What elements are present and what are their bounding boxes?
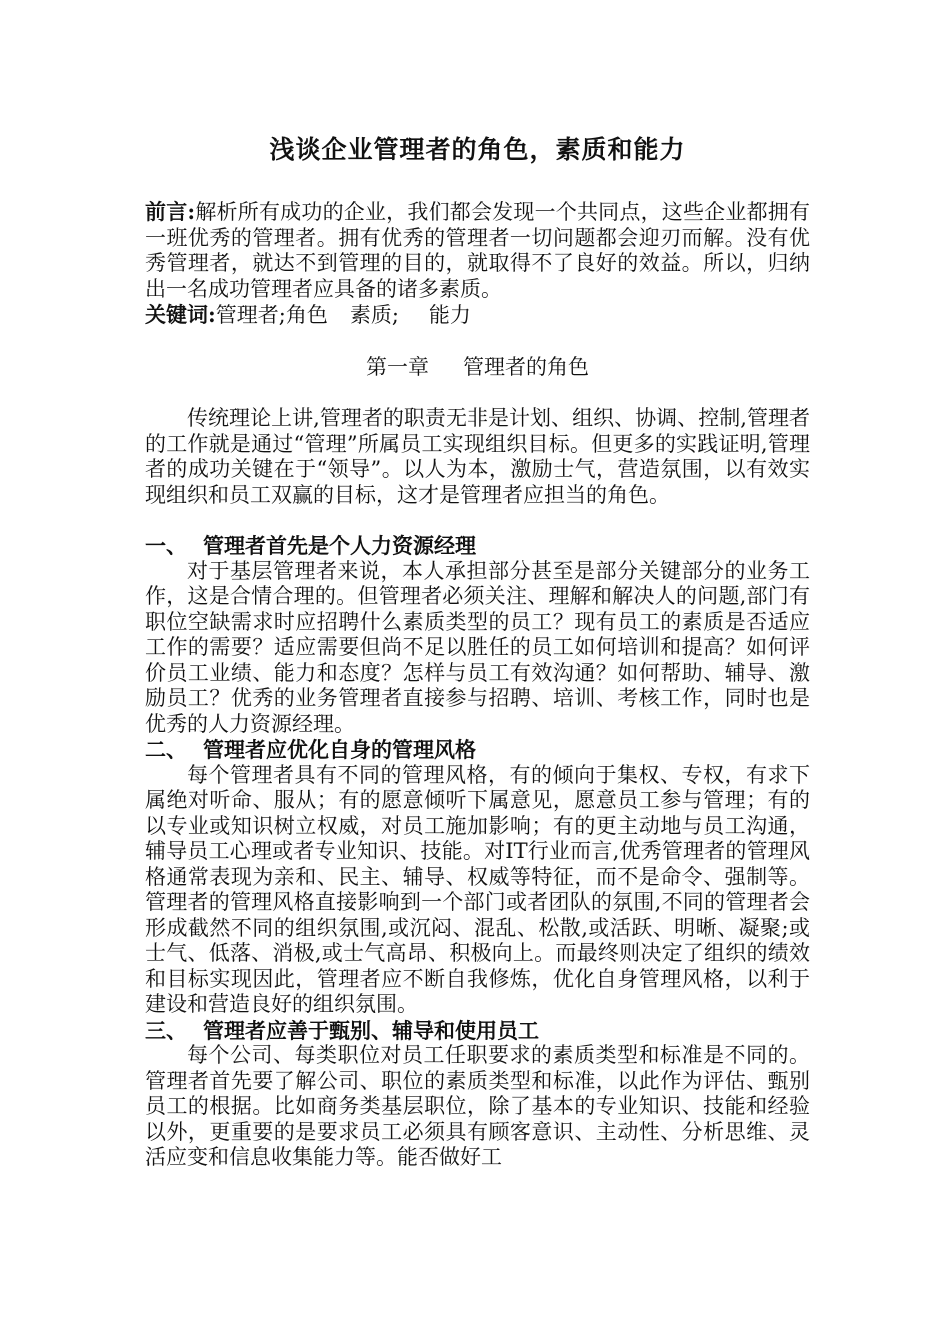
keyword-2: 素质;: [349, 303, 399, 327]
section-body-3: 每个公司、每类职位对员工任职要求的素质类型和标准是不同的。管理者首先要了解公司、职位的素质类型和标准，以此作为评估、甄别员工的根据。比如商务类基层职位，除了基本的专业知识、技能和经验以外，更重要的是要求员工必须具有顾客意识、主动性、分析思维、灵活应变和信息收集能力等。能否做好工: [145, 1043, 810, 1169]
section-number-1: 一、: [145, 533, 187, 558]
section-title-3: 管理者应善于甄别、辅导和使用员工: [203, 1017, 539, 1043]
keywords-label: 关键词:: [145, 302, 216, 327]
intro-paragraph: 传统理论上讲,管理者的职责无非是计划、组织、协调、控制,管理者的工作就是通过“管理”所属员工实现组织目标。但更多的实践证明,管理者的成功关键在于“领导”。以人为本，激励士气，营造氛围，以有效实现组织和员工双赢的目标，这才是管理者应担当的角色。: [145, 406, 810, 507]
section-body-2: 每个管理者具有不同的管理风格，有的倾向于集权、专权，有求下属绝对听命、服从；有的愿意倾听下属意见，愿意员工参与管理；有的以专业或知识树立权威，对员工施加影响；有的更主动地与员工沟通，辅导员工心理或者专业知识、技能。对IT行业而言,优秀管理者的管理风格通常表现为亲和、民主、辅导、权威等特征，而不是命令、强制等。管理者的管理风格直接影响到一个部门或者团队的氛围,不同的管理者会形成截然不同的组织氛围,或沉闷、混乱、松散,或活跃、明晰、凝聚;或士气、低落、消极,或士气高昂、积极向上。而最终则决定了组织的绩效和目标实现因此，管理者应不断自我修炼，优化自身管理风格，以利于建设和营造良好的组织氛围。: [145, 762, 810, 1016]
section-heading-2: [145, 737, 810, 763]
section-heading-3: [145, 1018, 810, 1044]
chapter-heading: [145, 355, 810, 381]
preface-paragraph: [145, 199, 810, 302]
section-heading-1: [145, 533, 810, 559]
keyword-1: 管理者;角色: [215, 303, 328, 327]
section-number-3: 三、: [145, 1017, 187, 1043]
preface-label: 前言:: [145, 199, 196, 224]
section-title-2: 管理者应优化自身的管理风格: [203, 737, 476, 762]
chapter-title: 管理者的角色: [463, 354, 589, 379]
keywords-line: [145, 302, 810, 329]
document-title: 浅谈企业管理者的角色，素质和能力: [269, 135, 686, 164]
section-body-1: 对于基层管理者来说，本人承担部分甚至是部分关键部分的业务工作，这是合情合理的。但管理者必须关注、理解和解决人的问题,部门有职位空缺需求时应招聘什么素质类型的员工？现有员工的素质是否适应工作的需要？适应需要但尚不足以胜任的员工如何培训和提高？如何评价员工业绩、能力和态度？怎样与员工有效沟通？如何帮助、辅导、激励员工？优秀的业务管理者直接参与招聘、培训、考核工作，同时也是优秀的人力资源经理。: [145, 558, 810, 736]
keyword-3: 能力: [428, 303, 471, 327]
section-title-1: 管理者首先是个人力资源经理: [203, 533, 476, 558]
preface-text: 解析所有成功的企业，我们都会发现一个共同点，这些企业都拥有一班优秀的管理者。拥有优秀的管理者一切问题都会迎刃而解。没有优秀管理者，就达不到管理的目的，就取得不了良好的效益。所以，归纳出一名成功管理者应具备的诸多素质。: [145, 200, 810, 301]
document-page: [145, 130, 810, 1171]
section-number-2: 二、: [145, 737, 187, 762]
chapter-number: 第一章: [366, 354, 429, 379]
